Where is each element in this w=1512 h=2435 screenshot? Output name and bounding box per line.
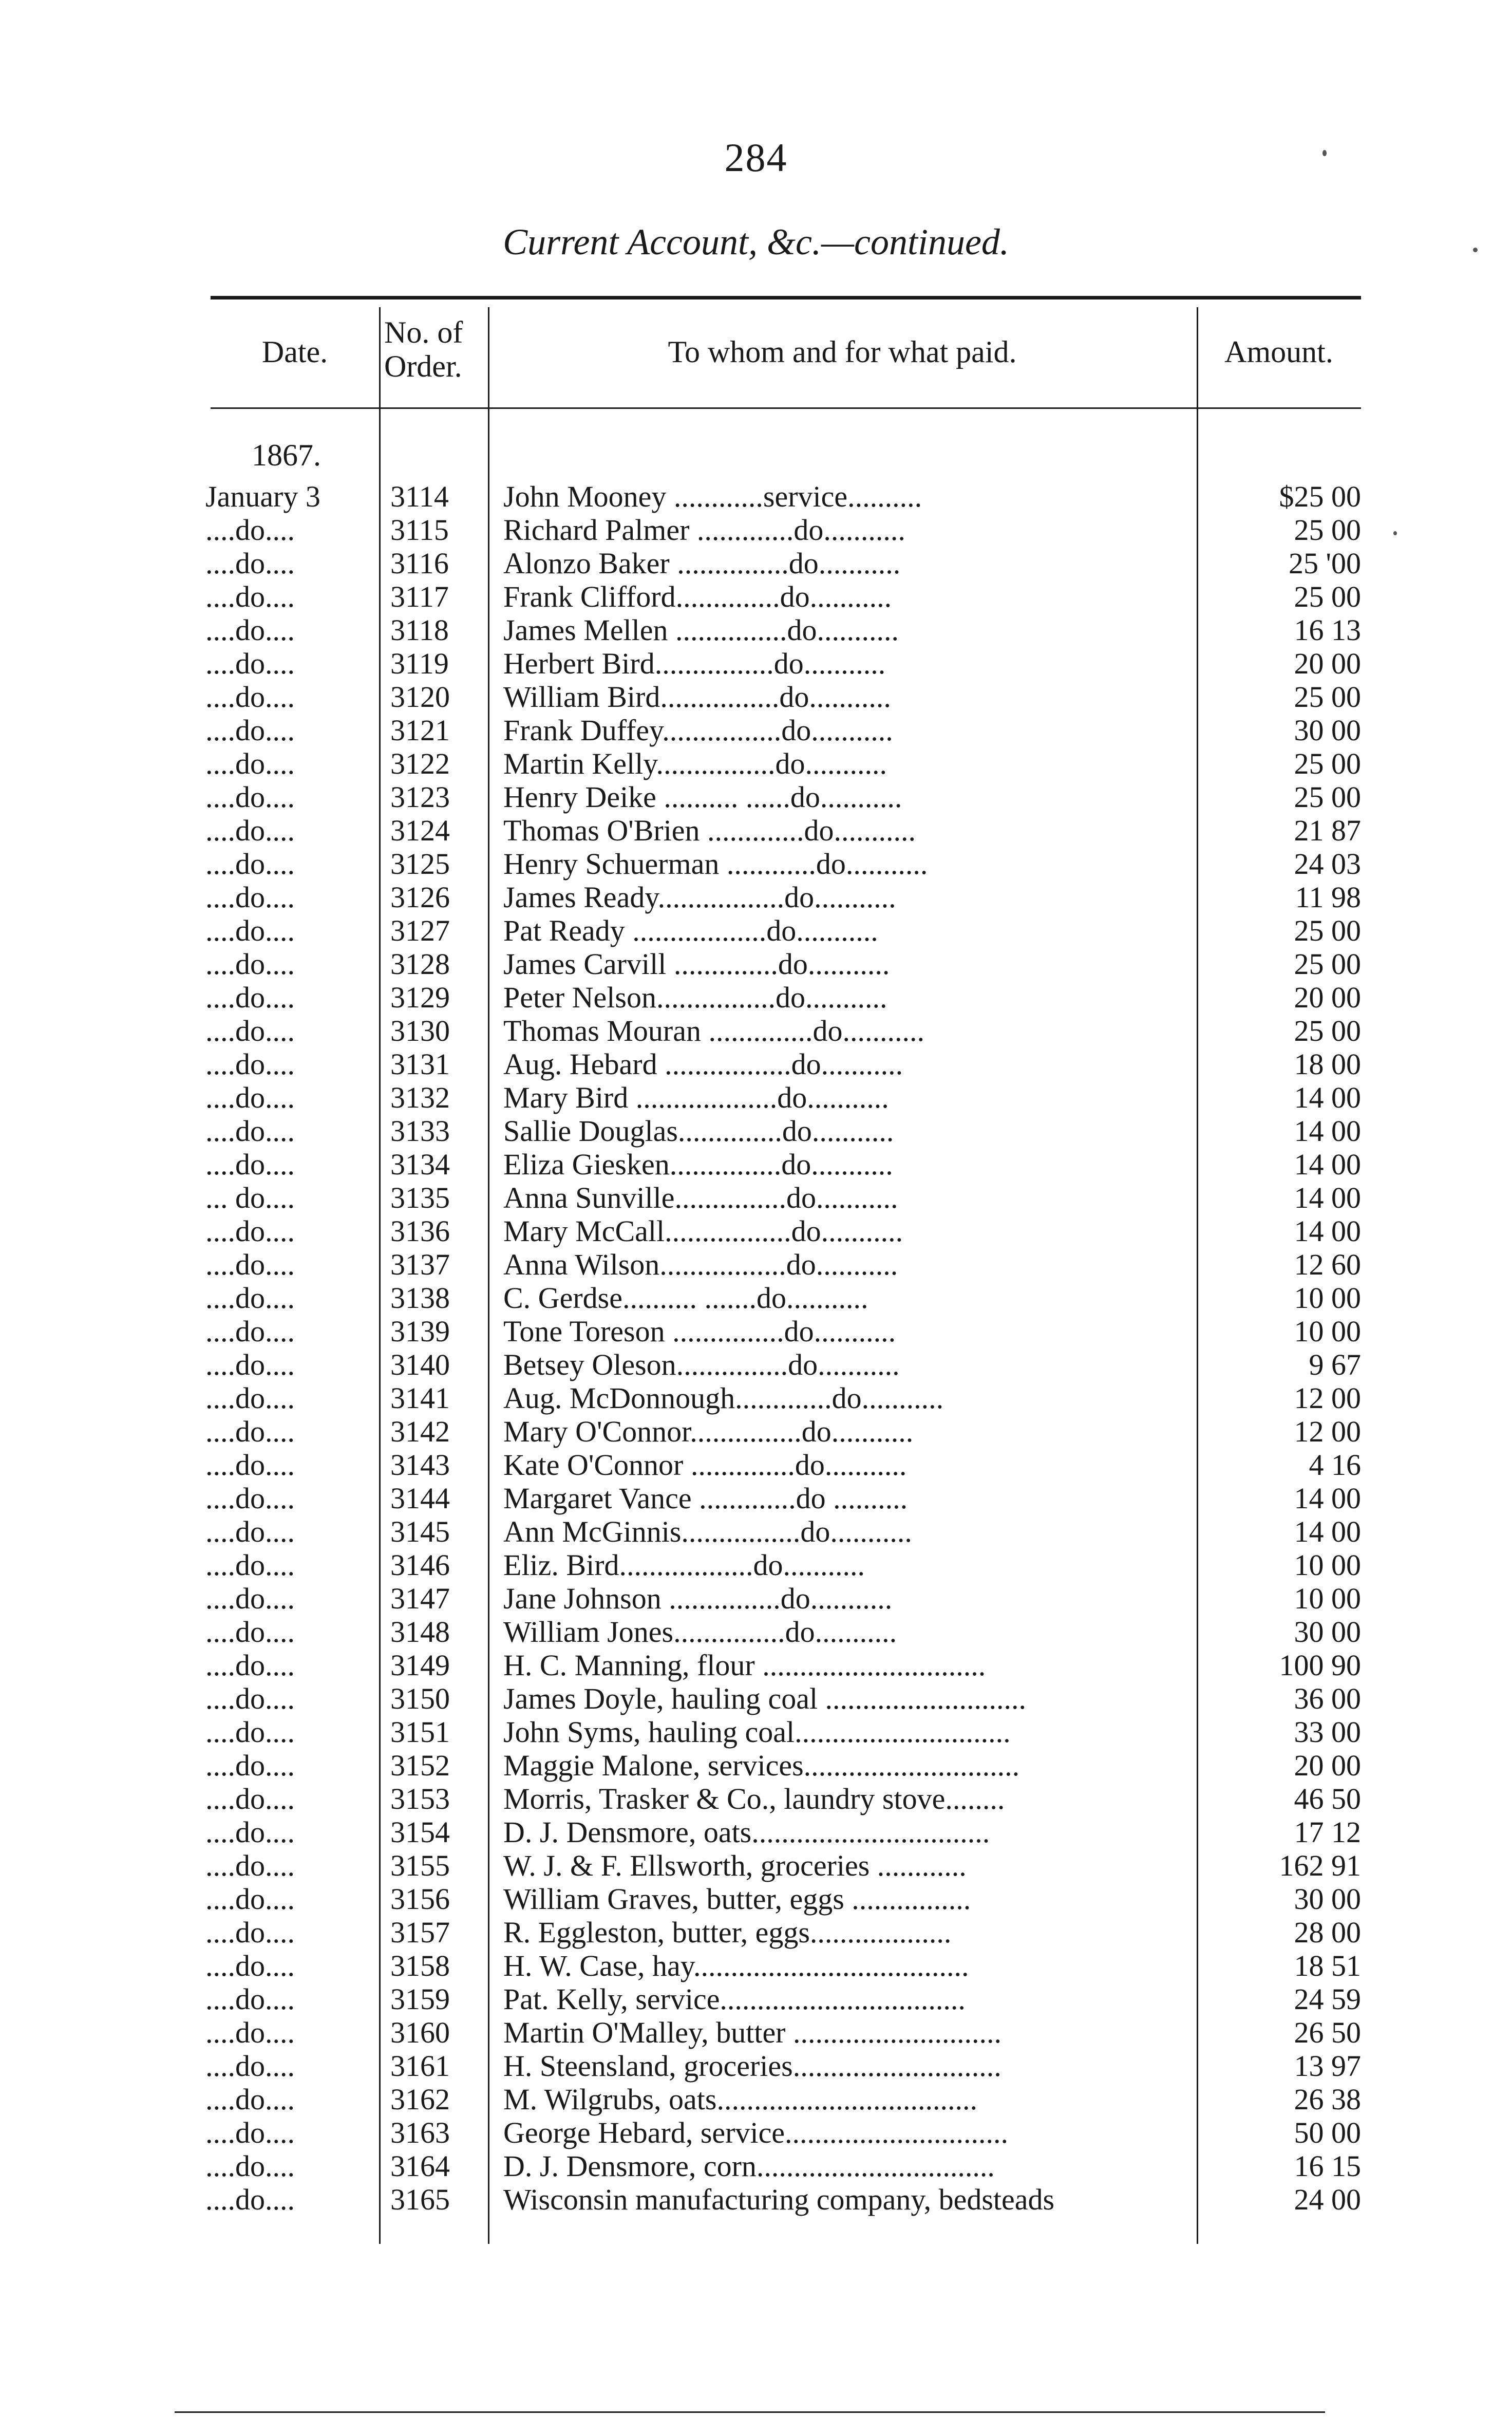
table-row [0,1047,1512,1081]
row-date: ....do.... [205,1148,295,1181]
table-row [0,981,1512,1014]
row-payee: Mary McCall.................do........... [503,1214,903,1248]
row-amount: 14 00 [1294,1515,1361,1548]
row-amount: 12 60 [1294,1248,1361,1281]
table-row [0,1482,1512,1515]
row-payee: Martin Kelly................do........... [503,747,887,780]
row-order-number: 3163 [390,2116,450,2149]
row-order-number: 3140 [390,1348,450,1381]
header-paid-to: To whom and for what paid. [668,335,1017,369]
table-row [0,2116,1512,2149]
ink-fleck [1322,150,1327,156]
row-date: ....do.... [205,2083,295,2116]
row-amount: 25 00 [1294,747,1361,780]
header-amount: Amount. [1224,335,1333,369]
row-order-number: 3150 [390,1682,450,1715]
row-amount: 17 12 [1294,1815,1361,1849]
row-order-number: 3143 [390,1448,450,1482]
row-date: ....do.... [205,1582,295,1615]
table-row [0,747,1512,780]
row-payee: Henry Deike .......... ......do........... [503,780,902,814]
row-amount: 25 00 [1294,513,1361,547]
table-row [0,1682,1512,1715]
row-payee: Herbert Bird................do........... [503,647,886,680]
table-row [0,814,1512,847]
table-row [0,914,1512,947]
row-date: ....do.... [205,1248,295,1281]
table-row [0,1982,1512,2016]
row-date: ....do.... [205,747,295,780]
row-date: ....do.... [205,1381,295,1415]
row-amount: 14 00 [1294,1081,1361,1114]
table-row [0,613,1512,647]
row-date: ....do.... [205,580,295,613]
row-payee: James Carvill ..............do........... [503,947,890,981]
table-row [0,1014,1512,1047]
row-amount: 14 00 [1294,1214,1361,1248]
row-payee: Pat Ready ..................do........... [503,914,878,947]
row-amount: 16 13 [1294,613,1361,647]
row-amount: 12 00 [1294,1381,1361,1415]
table-row [0,1882,1512,1916]
row-payee: William Bird................do........... [503,680,891,714]
row-date: ....do.... [205,1749,295,1782]
row-date: ....do.... [205,1348,295,1381]
row-order-number: 3158 [390,1949,450,1982]
ink-fleck [1473,248,1478,252]
row-payee: Thomas O'Brien .............do........... [503,814,916,847]
table-row [0,480,1512,513]
row-order-number: 3146 [390,1548,450,1582]
row-order-number: 3123 [390,780,450,814]
row-payee: Pat. Kelly, service................................. [503,1982,966,2016]
row-date: ....do.... [205,1649,295,1682]
table-row [0,1715,1512,1749]
row-amount: 25 00 [1294,914,1361,947]
row-payee: William Jones...............do........... [503,1615,897,1649]
table-row [0,2083,1512,2116]
row-date: ....do.... [205,1448,295,1482]
row-order-number: 3131 [390,1047,450,1081]
table-row [0,1081,1512,1114]
row-amount: 24 59 [1294,1982,1361,2016]
year-label: 1867. [252,438,321,472]
row-payee: Jane Johnson ...............do........... [503,1582,893,1615]
row-date: ....do.... [205,680,295,714]
row-payee: Mary O'Connor...............do........... [503,1415,914,1448]
row-amount: 18 51 [1294,1949,1361,1982]
table-row [0,1749,1512,1782]
row-payee: Kate O'Connor ..............do........... [503,1448,907,1482]
row-date: ....do.... [205,881,295,914]
table-row [0,2049,1512,2083]
row-date: ....do.... [205,1682,295,1715]
table-row [0,547,1512,580]
row-order-number: 3164 [390,2149,450,2183]
row-payee: Maggie Malone, services............................. [503,1749,1020,1782]
row-amount: 25 00 [1294,680,1361,714]
table-row [0,2016,1512,2049]
row-amount: 14 00 [1294,1114,1361,1148]
row-amount: 14 00 [1294,1148,1361,1181]
row-date: ....do.... [205,1782,295,1815]
row-order-number: 3156 [390,1882,450,1916]
row-payee: Mary Bird ...................do........... [503,1081,889,1114]
table-row [0,1315,1512,1348]
table-row [0,1548,1512,1582]
row-order-number: 3120 [390,680,450,714]
page-number: 284 [724,135,788,180]
table-row [0,580,1512,613]
row-payee: Eliza Giesken...............do........... [503,1148,893,1181]
row-payee: Sallie Douglas..............do........... [503,1114,894,1148]
row-order-number: 3152 [390,1749,450,1782]
row-order-number: 3122 [390,747,450,780]
row-order-number: 3155 [390,1849,450,1882]
table-row [0,1515,1512,1548]
row-order-number: 3115 [390,513,449,547]
row-payee: George Hebard, service.............................. [503,2116,1009,2149]
page-title: Current Account, &c.—continued. [503,221,1009,263]
row-payee: Aug. Hebard .................do........... [503,1047,903,1081]
row-payee: W. J. & F. Ellsworth, groceries ............ [503,1849,967,1882]
row-order-number: 3141 [390,1381,450,1415]
row-order-number: 3135 [390,1181,450,1214]
table-row [0,1649,1512,1682]
row-payee: H. W. Case, hay..................................... [503,1949,969,1982]
row-amount: 18 00 [1294,1047,1361,1081]
row-payee: Tone Toreson ...............do........... [503,1315,896,1348]
row-amount: 13 97 [1294,2049,1361,2083]
row-order-number: 3165 [390,2183,450,2216]
row-amount: 14 00 [1294,1482,1361,1515]
table-row [0,680,1512,714]
row-payee: John Syms, hauling coal............................. [503,1715,1011,1749]
row-date: ....do.... [205,1515,295,1548]
row-order-number: 3124 [390,814,450,847]
row-date: ....do.... [205,981,295,1014]
row-date: ....do.... [205,1715,295,1749]
row-order-number: 3162 [390,2083,450,2116]
row-amount: 30 00 [1294,714,1361,747]
row-payee: Aug. McDonnough.............do........... [503,1381,944,1415]
row-order-number: 3134 [390,1148,450,1181]
table-row [0,647,1512,680]
row-order-number: 3121 [390,714,450,747]
table-row [0,1148,1512,1181]
row-payee: R. Eggleston, butter, eggs................... [503,1916,952,1949]
row-date: ....do.... [205,2049,295,2083]
row-order-number: 3114 [390,480,449,513]
table-header-rule [211,407,1361,409]
table-row [0,947,1512,981]
row-order-number: 3127 [390,914,450,947]
row-date: ....do.... [205,1214,295,1248]
row-order-number: 3119 [390,647,449,680]
row-payee: D. J. Densmore, corn................................ [503,2149,995,2183]
table-row [0,847,1512,881]
row-date: ....do.... [205,780,295,814]
row-date: ....do.... [205,547,295,580]
row-order-number: 3159 [390,1982,450,2016]
row-payee: Richard Palmer .............do........... [503,513,905,547]
row-order-number: 3138 [390,1281,450,1315]
row-payee: William Graves, butter, eggs ................ [503,1882,971,1916]
row-date: ... do.... [205,1181,295,1214]
row-payee: John Mooney ............service.......... [503,480,922,513]
row-amount: 30 00 [1294,1615,1361,1649]
row-payee: Margaret Vance .............do .......... [503,1482,908,1515]
row-amount: 20 00 [1294,647,1361,680]
row-date: ....do.... [205,513,295,547]
table-row [0,881,1512,914]
row-amount: 30 00 [1294,1882,1361,1916]
row-date: ....do.... [205,947,295,981]
row-payee: Alonzo Baker ...............do........... [503,547,901,580]
row-date: ....do.... [205,1415,295,1448]
table-row [0,1248,1512,1281]
row-date: ....do.... [205,1014,295,1047]
table-row [0,1849,1512,1882]
row-amount: 20 00 [1294,981,1361,1014]
row-order-number: 3149 [390,1649,450,1682]
row-payee: James Doyle, hauling coal ........................... [503,1682,1027,1715]
table-row [0,1448,1512,1482]
row-amount: $25 00 [1279,480,1361,513]
row-payee: Anna Sunville...............do........... [503,1181,898,1214]
row-date: ....do.... [205,2016,295,2049]
table-row [0,1281,1512,1315]
row-amount: 33 00 [1294,1715,1361,1749]
row-date: ....do.... [205,1916,295,1949]
row-amount: 24 03 [1294,847,1361,881]
row-date: ....do.... [205,1281,295,1315]
table-row [0,1181,1512,1214]
row-payee: H. Steensland, groceries............................ [503,2049,1001,2083]
row-payee: Wisconsin manufacturing company, bedsteads [503,2183,1055,2216]
row-order-number: 3117 [390,580,449,613]
row-payee: Thomas Mouran ..............do........... [503,1014,924,1047]
row-date: ....do.... [205,1882,295,1916]
row-order-number: 3116 [390,547,449,580]
row-date: ....do.... [205,847,295,881]
row-date: ....do.... [205,2116,295,2149]
row-amount: 25 00 [1294,580,1361,613]
ink-fleck [1393,531,1397,535]
row-date: ....do.... [205,647,295,680]
row-amount: 25 '00 [1289,547,1361,580]
row-date: ....do.... [205,1982,295,2016]
row-amount: 14 00 [1294,1181,1361,1214]
header-date: Date. [261,335,328,369]
row-date: ....do.... [205,814,295,847]
row-date: ....do.... [205,1047,295,1081]
row-amount: 10 00 [1294,1315,1361,1348]
row-amount: 4 16 [1309,1448,1361,1482]
row-order-number: 3142 [390,1415,450,1448]
table-row [0,1381,1512,1415]
row-payee: Martin O'Malley, butter ............................ [503,2016,1001,2049]
row-amount: 25 00 [1294,1014,1361,1047]
row-order-number: 3147 [390,1582,450,1615]
table-row [0,1949,1512,1982]
row-payee: M. Wilgrubs, oats................................... [503,2083,977,2116]
page-bottom-rule [175,2411,1325,2413]
table-row [0,1815,1512,1849]
row-amount: 162 91 [1279,1849,1361,1882]
row-date: ....do.... [205,1482,295,1515]
row-order-number: 3144 [390,1482,450,1515]
row-order-number: 3129 [390,981,450,1014]
row-date: ....do.... [205,1114,295,1148]
row-order-number: 3136 [390,1214,450,1248]
table-row [0,714,1512,747]
table-row [0,513,1512,547]
row-payee: H. C. Manning, flour .............................. [503,1649,986,1682]
row-payee: Eliz. Bird..................do........... [503,1548,865,1582]
row-date: ....do.... [205,1315,295,1348]
table-row [0,1214,1512,1248]
row-amount: 36 00 [1294,1682,1361,1715]
table-row [0,1782,1512,1815]
row-amount: 10 00 [1294,1281,1361,1315]
row-order-number: 3118 [390,613,449,647]
row-payee: Frank Clifford..............do........... [503,580,892,613]
row-amount: 28 00 [1294,1916,1361,1949]
row-order-number: 3137 [390,1248,450,1281]
row-payee: Morris, Trasker & Co., laundry stove........ [503,1782,1005,1815]
table-row [0,780,1512,814]
table-row [0,1415,1512,1448]
row-amount: 25 00 [1294,947,1361,981]
row-amount: 46 50 [1294,1782,1361,1815]
row-date: ....do.... [205,1849,295,1882]
row-payee: Henry Schuerman ............do........... [503,847,928,881]
row-order-number: 3157 [390,1916,450,1949]
row-amount: 16 15 [1294,2149,1361,2183]
row-amount: 50 00 [1294,2116,1361,2149]
row-payee: Anna Wilson.................do........... [503,1248,898,1281]
row-order-number: 3161 [390,2049,450,2083]
row-payee: Ann McGinnis................do........... [503,1515,912,1548]
row-payee: Betsey Oleson...............do........... [503,1348,900,1381]
row-payee: James Mellen ...............do........... [503,613,899,647]
row-order-number: 3125 [390,847,450,881]
row-amount: 25 00 [1294,780,1361,814]
row-amount: 26 50 [1294,2016,1361,2049]
row-order-number: 3148 [390,1615,450,1649]
row-payee: D. J. Densmore, oats................................ [503,1815,990,1849]
row-order-number: 3153 [390,1782,450,1815]
row-order-number: 3128 [390,947,450,981]
row-date: ....do.... [205,1815,295,1849]
row-order-number: 3160 [390,2016,450,2049]
row-payee: Peter Nelson................do........... [503,981,887,1014]
row-order-number: 3139 [390,1315,450,1348]
row-amount: 26 38 [1294,2083,1361,2116]
row-amount: 11 98 [1295,881,1361,914]
table-row [0,1582,1512,1615]
row-order-number: 3126 [390,881,450,914]
row-date: ....do.... [205,2183,295,2216]
row-amount: 100 90 [1279,1649,1361,1682]
table-row [0,1916,1512,1949]
row-order-number: 3145 [390,1515,450,1548]
row-amount: 10 00 [1294,1582,1361,1615]
row-date: January 3 [205,480,320,513]
row-amount: 10 00 [1294,1548,1361,1582]
row-amount: 20 00 [1294,1749,1361,1782]
row-date: ....do.... [205,613,295,647]
table-row [0,1114,1512,1148]
row-date: ....do.... [205,914,295,947]
header-order-number: No. of Order. [384,315,463,383]
row-order-number: 3130 [390,1014,450,1047]
row-payee: Frank Duffey................do........... [503,714,893,747]
row-order-number: 3154 [390,1815,450,1849]
table-row [0,2149,1512,2183]
row-date: ....do.... [205,1081,295,1114]
table-row [0,2183,1512,2216]
row-amount: 12 00 [1294,1415,1361,1448]
row-date: ....do.... [205,1548,295,1582]
table-row [0,1348,1512,1381]
row-date: ....do.... [205,714,295,747]
table-top-rule [211,296,1361,299]
table-row [0,1615,1512,1649]
ledger-rows [0,480,1512,2216]
row-payee: C. Gerdse.......... .......do........... [503,1281,868,1315]
row-date: ....do.... [205,1615,295,1649]
row-amount: 21 87 [1294,814,1361,847]
row-order-number: 3133 [390,1114,450,1148]
row-amount: 9 67 [1309,1348,1361,1381]
row-date: ....do.... [205,1949,295,1982]
row-date: ....do.... [205,2149,295,2183]
row-amount: 24 00 [1294,2183,1361,2216]
row-order-number: 3132 [390,1081,450,1114]
row-order-number: 3151 [390,1715,450,1749]
row-payee: James Ready.................do........... [503,881,896,914]
